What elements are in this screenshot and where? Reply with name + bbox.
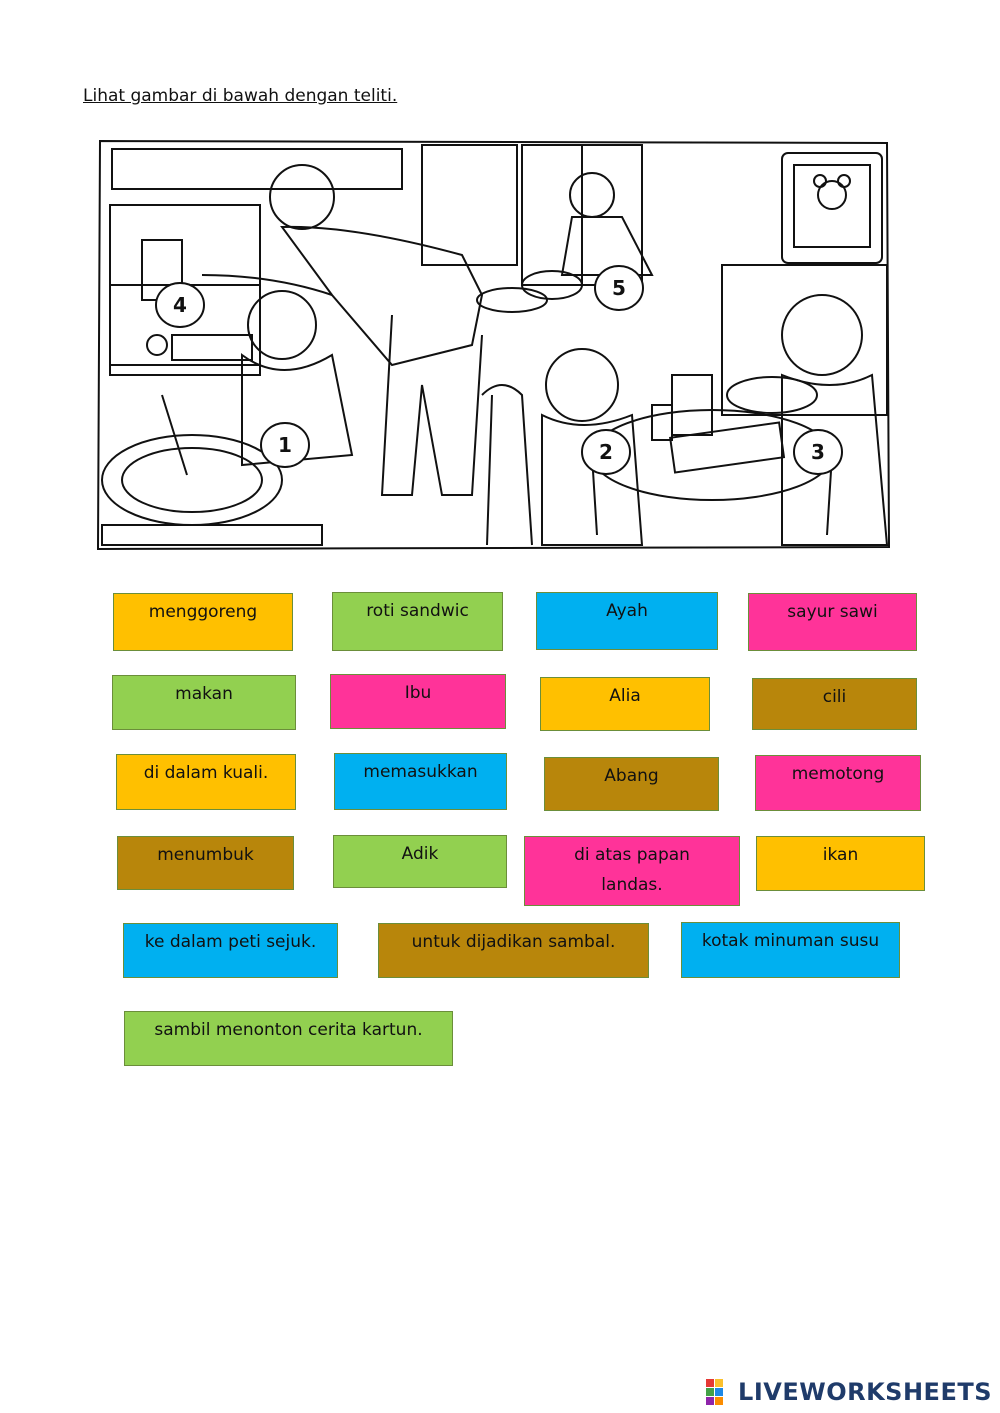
word-chip-sambil-menonton-cerita-kartun[interactable]: sambil menonton cerita kartun. — [124, 1011, 453, 1066]
marker-3: 3 — [811, 440, 825, 464]
word-chip-alia[interactable]: Alia — [540, 677, 710, 731]
liveworksheets-mark-icon — [706, 1379, 732, 1405]
instruction-text: Lihat gambar di bawah dengan teliti. — [83, 86, 398, 106]
marker-5: 5 — [612, 276, 626, 300]
word-chip-memasukkan[interactable]: memasukkan — [334, 753, 507, 810]
word-chip-ayah[interactable]: Ayah — [536, 592, 718, 650]
marker-1: 1 — [278, 433, 292, 457]
word-chip-untuk-dijadikan-sambal[interactable]: untuk dijadikan sambal. — [378, 923, 649, 978]
word-chip-cili[interactable]: cili — [752, 678, 917, 730]
marker-4: 4 — [173, 293, 187, 317]
kitchen-illustration — [92, 135, 892, 553]
word-chip-roti-sandwic[interactable]: roti sandwic — [332, 592, 503, 651]
word-chip-menggoreng[interactable]: menggoreng — [113, 593, 293, 651]
word-chip-di-atas-papan-landas[interactable]: di atas papan landas. — [524, 836, 740, 906]
word-chip-makan[interactable]: makan — [112, 675, 296, 730]
liveworksheets-logo-text: LIVEWORKSHEETS — [738, 1378, 992, 1406]
word-chip-ikan[interactable]: ikan — [756, 836, 925, 891]
word-chip-memotong[interactable]: memotong — [755, 755, 921, 811]
word-chip-adik[interactable]: Adik — [333, 835, 507, 888]
word-chip-sayur-sawi[interactable]: sayur sawi — [748, 593, 917, 651]
word-chip-kotak-minuman-susu[interactable]: kotak minuman susu — [681, 922, 900, 978]
word-chip-ibu[interactable]: Ibu — [330, 674, 506, 729]
word-chip-abang[interactable]: Abang — [544, 757, 719, 811]
marker-2: 2 — [599, 440, 613, 464]
word-chip-menumbuk[interactable]: menumbuk — [117, 836, 294, 890]
word-chip-ke-dalam-peti-sejuk[interactable]: ke dalam peti sejuk. — [123, 923, 338, 978]
word-chip-di-dalam-kuali[interactable]: di dalam kuali. — [116, 754, 296, 810]
liveworksheets-logo — [706, 1377, 992, 1407]
